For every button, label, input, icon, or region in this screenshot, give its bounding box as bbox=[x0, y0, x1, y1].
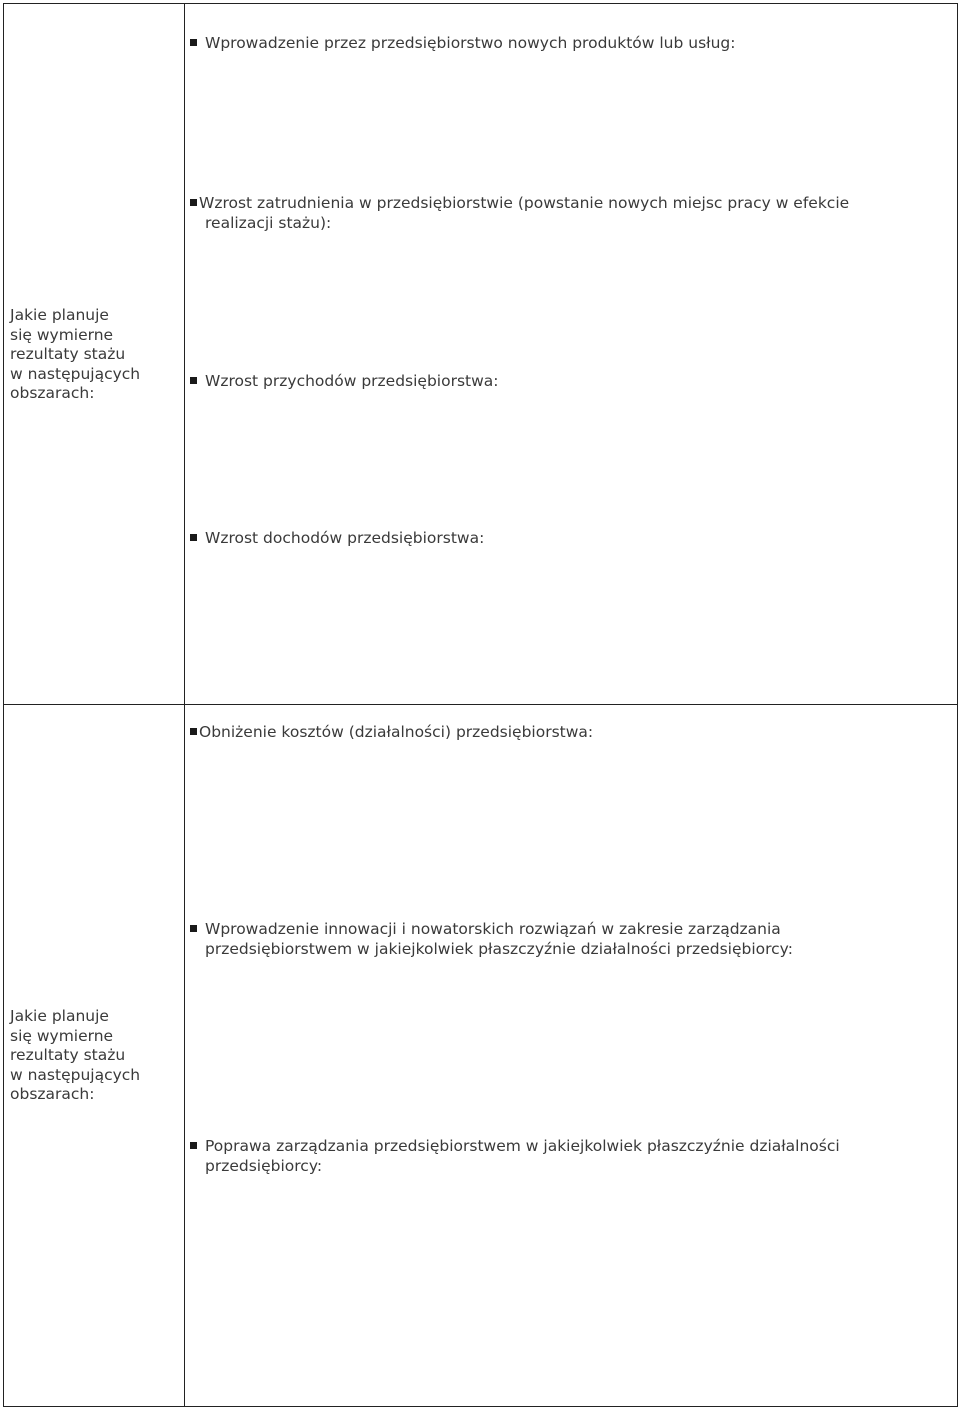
result-item-text-continued: przedsiębiorcy: bbox=[205, 1157, 323, 1175]
result-item-employment-growth bbox=[190, 193, 930, 233]
result-item-new-products bbox=[190, 33, 930, 53]
square-bullet-icon bbox=[190, 199, 197, 206]
result-item-text: Wzrost przychodów przedsiębiorstwa: bbox=[205, 372, 499, 390]
result-item-management-improvement bbox=[190, 1136, 930, 1176]
result-item-text: Wprowadzenie innowacji i nowatorskich rozwiązań w zakresie zarządzania bbox=[205, 920, 781, 938]
row-label-line: obszarach: bbox=[10, 384, 95, 402]
square-bullet-icon bbox=[190, 377, 197, 384]
row-label bbox=[10, 1007, 180, 1105]
row-label-line: w następujących bbox=[10, 1065, 141, 1084]
row-label-line: obszarach: bbox=[10, 1085, 95, 1103]
row-label-line: się wymierne bbox=[10, 325, 114, 344]
row-label-line: rezultaty stażu bbox=[10, 345, 126, 363]
results-table-section-1 bbox=[3, 3, 958, 705]
row-label bbox=[10, 306, 180, 404]
column-divider bbox=[184, 705, 185, 1406]
result-item-revenue-growth bbox=[190, 371, 930, 391]
row-label-line: rezultaty stażu bbox=[10, 1046, 126, 1064]
result-item-text: Wzrost dochodów przedsiębiorstwa: bbox=[205, 529, 485, 547]
result-item-innovation bbox=[190, 919, 930, 959]
result-item-text: Wzrost zatrudnienia w przedsiębiorstwie (powstanie nowych miejsc pracy w efekcie bbox=[199, 194, 850, 212]
result-item-text: Obniżenie kosztów (działalności) przedsiębiorstwa: bbox=[199, 723, 594, 741]
result-item-text-continued: przedsiębiorstwem w jakiejkolwiek płaszczyźnie działalności przedsiębiorcy: bbox=[205, 940, 793, 958]
result-item-text-continued: realizacji stażu): bbox=[205, 214, 332, 232]
results-table-section-2 bbox=[3, 704, 958, 1407]
square-bullet-icon bbox=[190, 534, 197, 541]
row-label-line: Jakie planuje bbox=[10, 306, 109, 324]
square-bullet-icon bbox=[190, 925, 197, 932]
result-item-cost-reduction bbox=[190, 722, 930, 742]
column-divider bbox=[184, 4, 185, 704]
square-bullet-icon bbox=[190, 728, 197, 735]
row-label-line: się wymierne bbox=[10, 1026, 114, 1045]
square-bullet-icon bbox=[190, 39, 197, 46]
row-label-line: Jakie planuje bbox=[10, 1007, 109, 1025]
result-item-income-growth bbox=[190, 528, 930, 548]
result-item-text: Wprowadzenie przez przedsiębiorstwo nowych produktów lub usług: bbox=[205, 34, 736, 52]
row-label-line: w następujących bbox=[10, 364, 141, 383]
result-item-text: Poprawa zarządzania przedsiębiorstwem w jakiejkolwiek płaszczyźnie działalności bbox=[205, 1137, 840, 1155]
square-bullet-icon bbox=[190, 1142, 197, 1149]
